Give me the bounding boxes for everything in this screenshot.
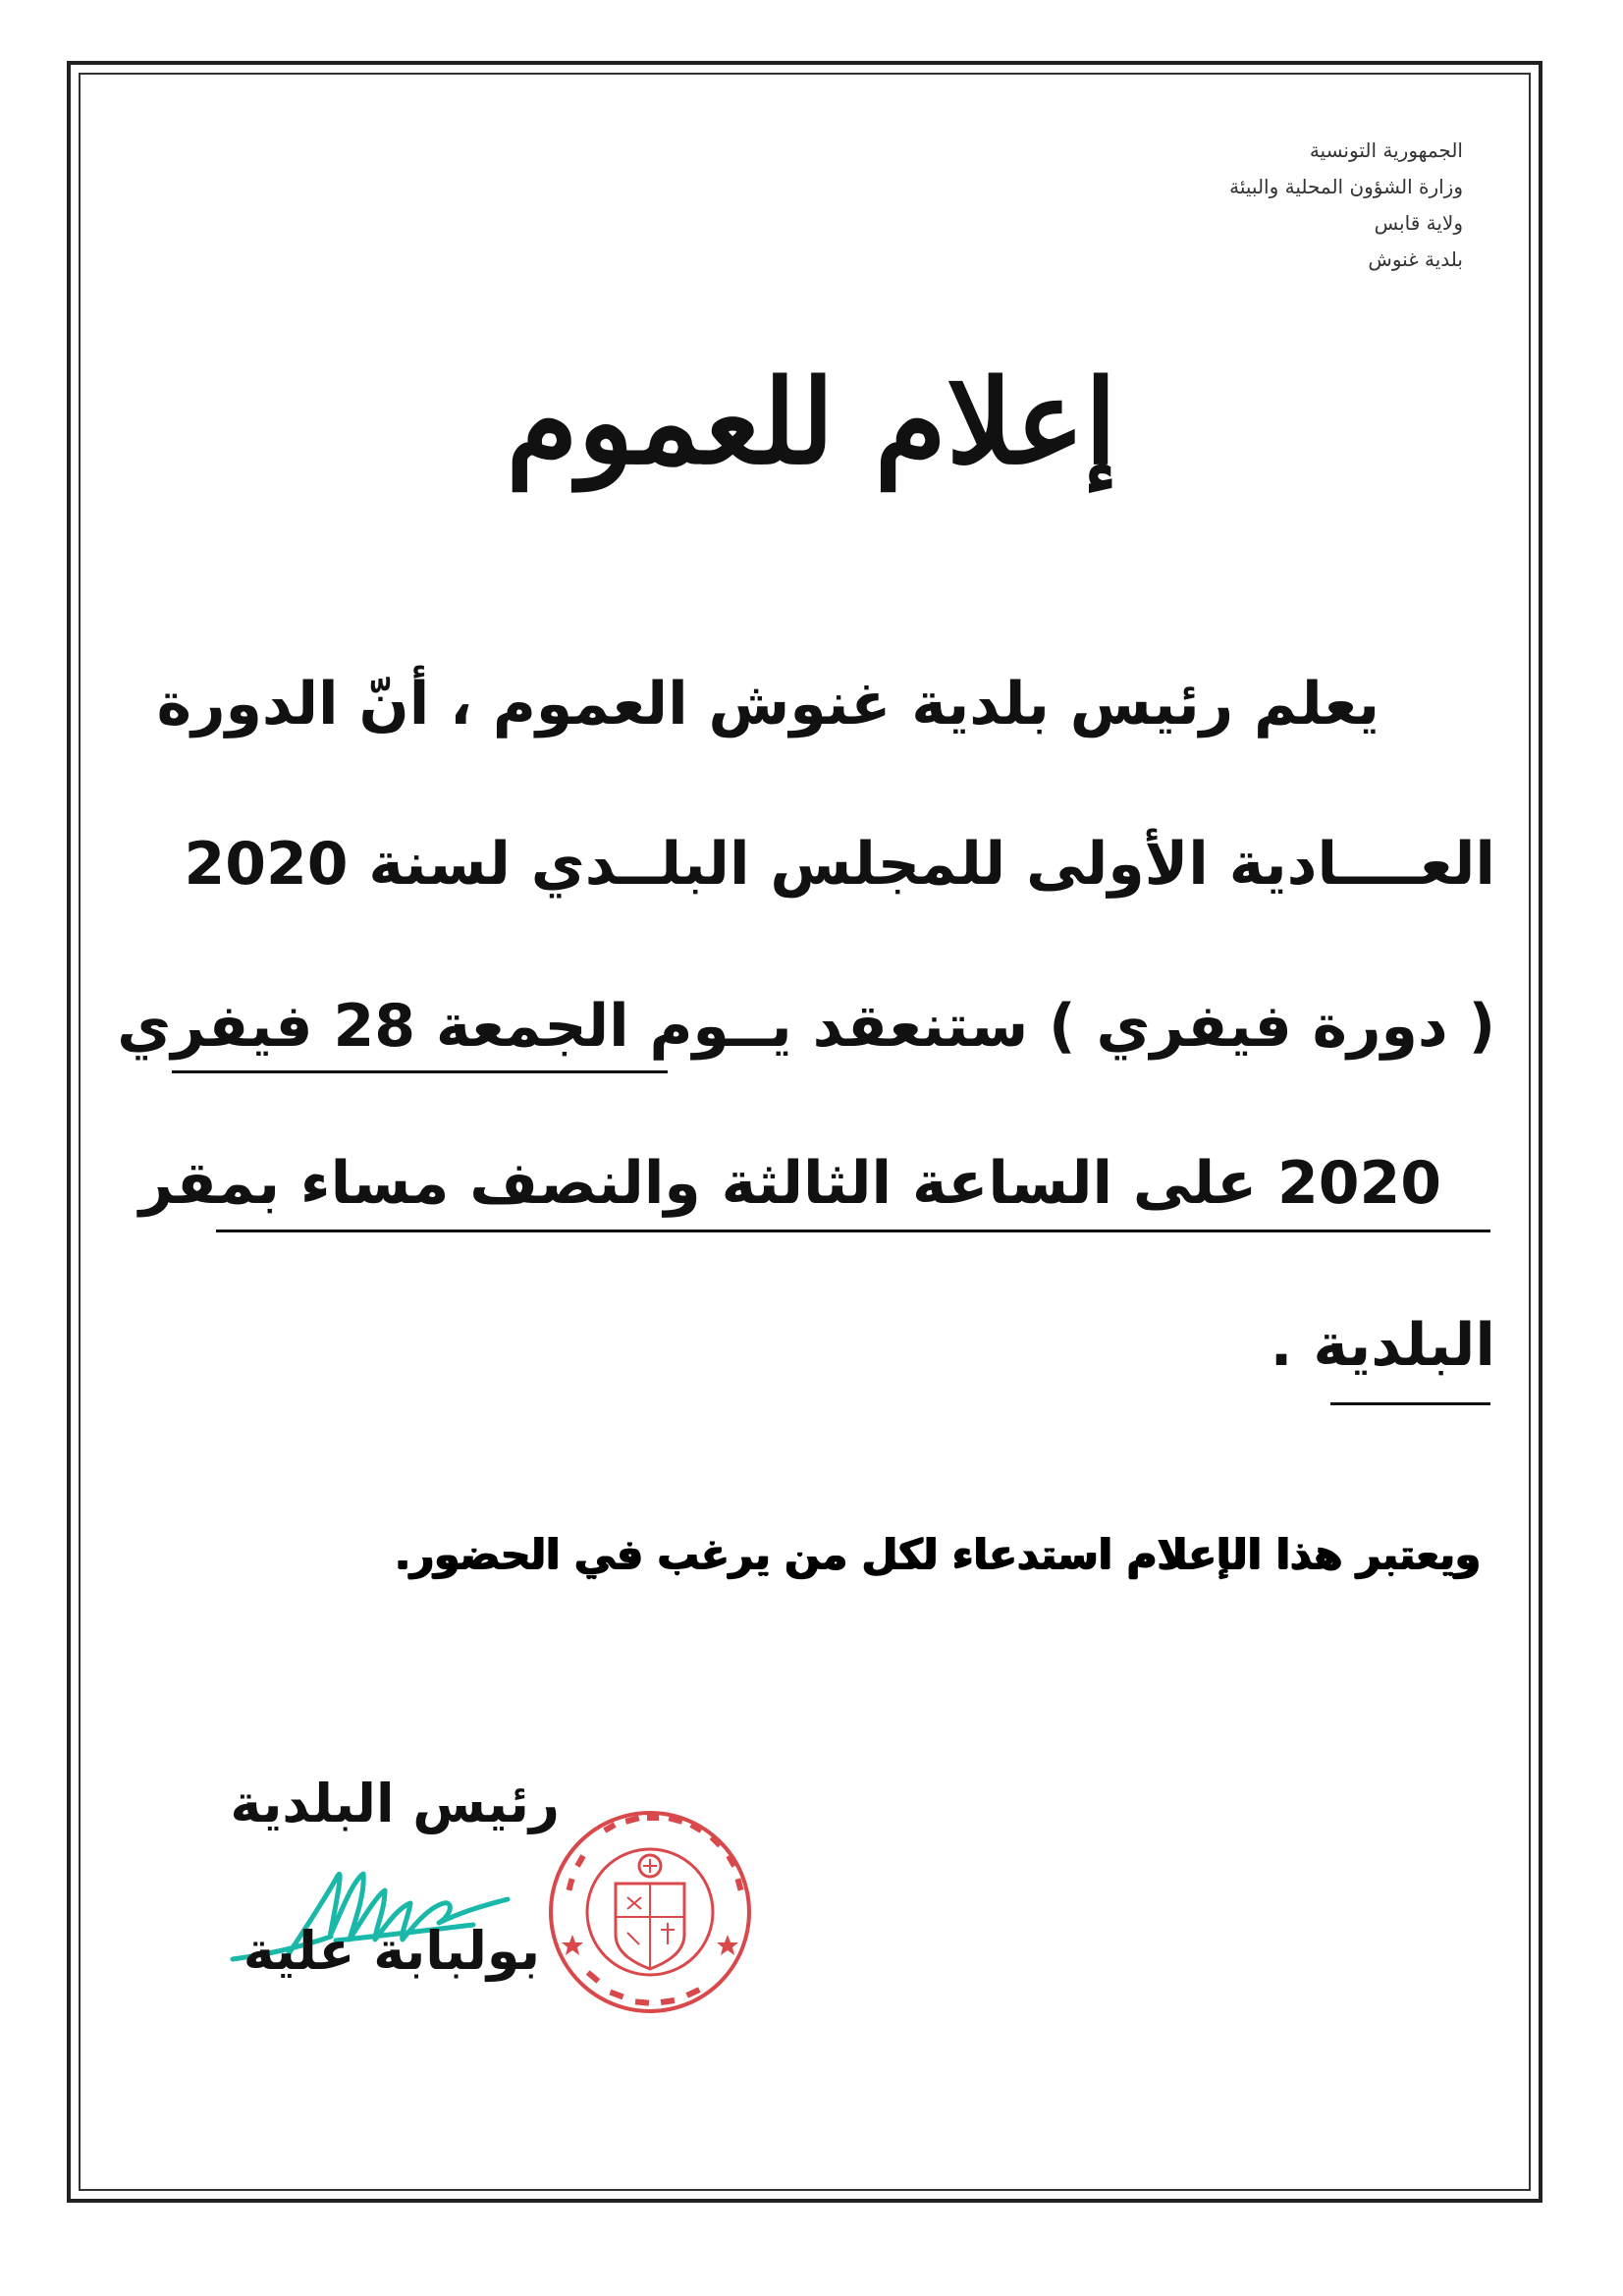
body-line-1: يعلم رئيس بلدية غنوش العموم ، أنّ الدورة xyxy=(156,670,1380,738)
body-line-2: العــــادية الأولى للمجلس البلــدي لسنة 2020 xyxy=(184,830,1495,899)
body-line-5: البلدية . xyxy=(1270,1311,1495,1380)
letterhead-line: الجمهورية التونسية xyxy=(1309,138,1463,162)
underline-time xyxy=(216,1230,1490,1232)
document-title: إعلام للعموم xyxy=(506,354,1117,490)
official-stamp xyxy=(545,1807,756,2018)
letterhead-line: وزارة الشؤون المحلية والبيئة xyxy=(1229,175,1463,198)
letterhead xyxy=(1051,133,1463,278)
signatory-name: بولبابة علية xyxy=(243,1920,540,1982)
underline-date xyxy=(172,1070,668,1073)
letterhead-line: ولاية قابس xyxy=(1374,211,1463,235)
underline-place xyxy=(1330,1402,1490,1405)
body-line-3: ( دورة فيفري ) ستنعقد يــوم الجمعة 28 فيفري xyxy=(117,992,1495,1061)
closing-statement: ويعتبر هذا الإعلام استدعاء لكل من يرغب في الحضور. xyxy=(395,1530,1481,1578)
body-line-4: 2020 على الساعة الثالثة والنصف مساء بمقر xyxy=(138,1149,1441,1218)
signatory-title: رئيس البلدية xyxy=(230,1773,560,1834)
letterhead-line: بلدية غنوش xyxy=(1368,247,1463,271)
